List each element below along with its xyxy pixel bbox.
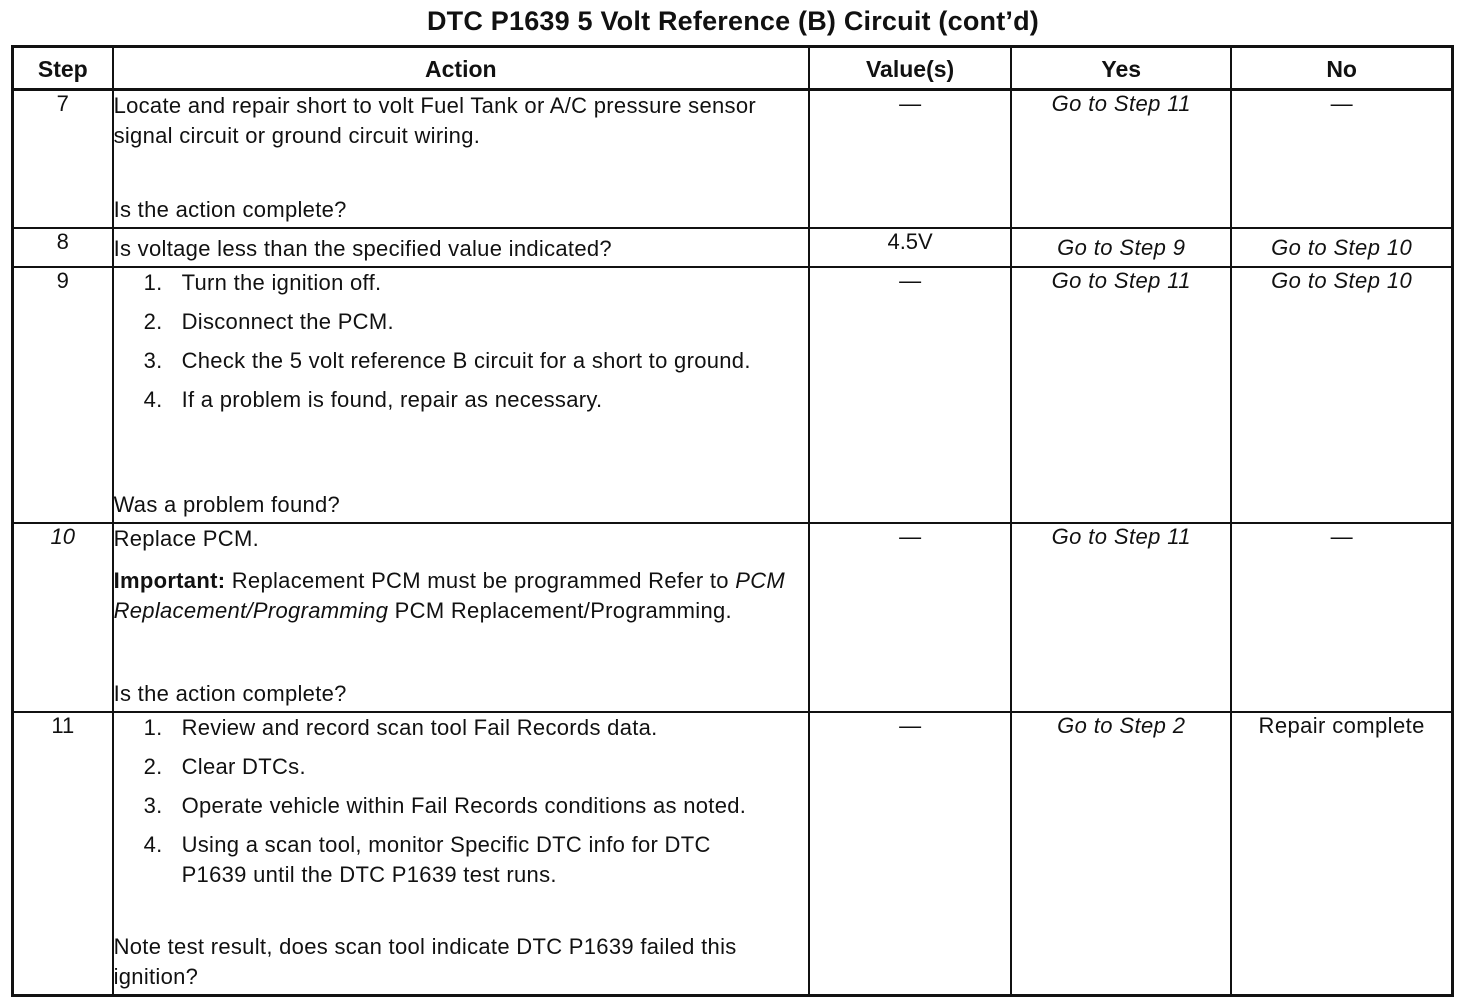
action-cell: [113, 267, 809, 524]
table-header-row: [13, 47, 1453, 90]
table-row-step-8: [13, 228, 1453, 266]
step-number: 9: [13, 267, 113, 524]
value-cell: —: [809, 90, 1011, 229]
header-values: Value(s): [809, 47, 1011, 90]
action-question: Is the action complete?: [113, 681, 347, 707]
table-row-step-10: [13, 523, 1453, 712]
step-number: 7: [13, 90, 113, 229]
procedure-list: [114, 713, 808, 890]
yes-cell: Go to Step 11: [1011, 90, 1231, 229]
action-cell: [113, 90, 809, 229]
action-question: Is voltage less than the specified value indicated?: [113, 228, 809, 266]
table-row-step-7: [13, 90, 1453, 229]
action-cell: [113, 712, 809, 995]
procedure-item: 2. Clear DTCs.: [143, 754, 306, 780]
procedure-item: 1. Review and record scan tool Fail Records data.: [143, 715, 658, 741]
step-number: 8: [13, 228, 113, 266]
yes-cell: Go to Step 11: [1011, 267, 1231, 524]
procedure-item: 2. Disconnect the PCM.: [143, 308, 394, 334]
yes-cell: Go to Step 2: [1011, 712, 1231, 995]
header-no: No: [1231, 47, 1452, 90]
procedure-item: 3. Check the 5 volt reference B circuit for a short to ground.: [143, 347, 751, 373]
table-row-step-9: [13, 267, 1453, 524]
important-text: Replacement PCM must be programmed Refer to: [225, 568, 736, 594]
procedure-item: 1. Turn the ignition off.: [143, 269, 382, 295]
important-note: [114, 566, 808, 626]
header-yes: Yes: [1011, 47, 1231, 90]
action-question: Was a problem found?: [113, 492, 341, 518]
procedure-item: 3. Operate vehicle within Fail Records conditions as noted.: [143, 793, 747, 819]
step-number: 10: [13, 523, 113, 712]
step-number: 11: [13, 712, 113, 995]
no-cell: Go to Step 10: [1231, 267, 1452, 524]
no-cell: Go to Step 10: [1231, 228, 1452, 266]
value-cell: 4.5V: [809, 228, 1011, 266]
action-cell: [113, 523, 809, 712]
important-text: PCM Replacement/Programming.: [388, 598, 732, 624]
yes-cell: Go to Step 11: [1011, 523, 1231, 712]
procedure-item: 4. Using a scan tool, monitor Specific DTC info for DTC P1639 until the DTC P1639 test runs.: [143, 832, 711, 888]
action-text: Replace PCM.: [113, 526, 259, 552]
yes-cell: Go to Step 9: [1011, 228, 1231, 266]
procedure-item: 4. If a problem is found, repair as necessary.: [143, 386, 603, 412]
value-cell: —: [809, 523, 1011, 712]
value-cell: —: [809, 267, 1011, 524]
action-question: Note test result, does scan tool indicate DTC P1639 failed this ignition?: [113, 934, 737, 989]
value-cell: —: [809, 712, 1011, 995]
table-row-step-11: [13, 712, 1453, 995]
header-step: Step: [13, 47, 113, 90]
procedure-list: [114, 268, 808, 415]
no-cell: —: [1231, 90, 1452, 229]
important-label: Important:: [113, 568, 226, 594]
action-text: Locate and repair short to volt Fuel Tank or A/C pressure sensor signal circuit or ground circuit wiring.: [113, 93, 757, 148]
reference-link: PCM Replacement/Programming: [113, 568, 786, 624]
diagnostic-table: [11, 45, 1454, 997]
no-cell: Repair complete: [1231, 712, 1452, 995]
header-action: Action: [113, 47, 809, 90]
page-title: DTC P1639 5 Volt Reference (B) Circuit (cont’d): [426, 6, 1039, 36]
action-question: Is the action complete?: [113, 197, 347, 223]
no-cell: —: [1231, 523, 1452, 712]
